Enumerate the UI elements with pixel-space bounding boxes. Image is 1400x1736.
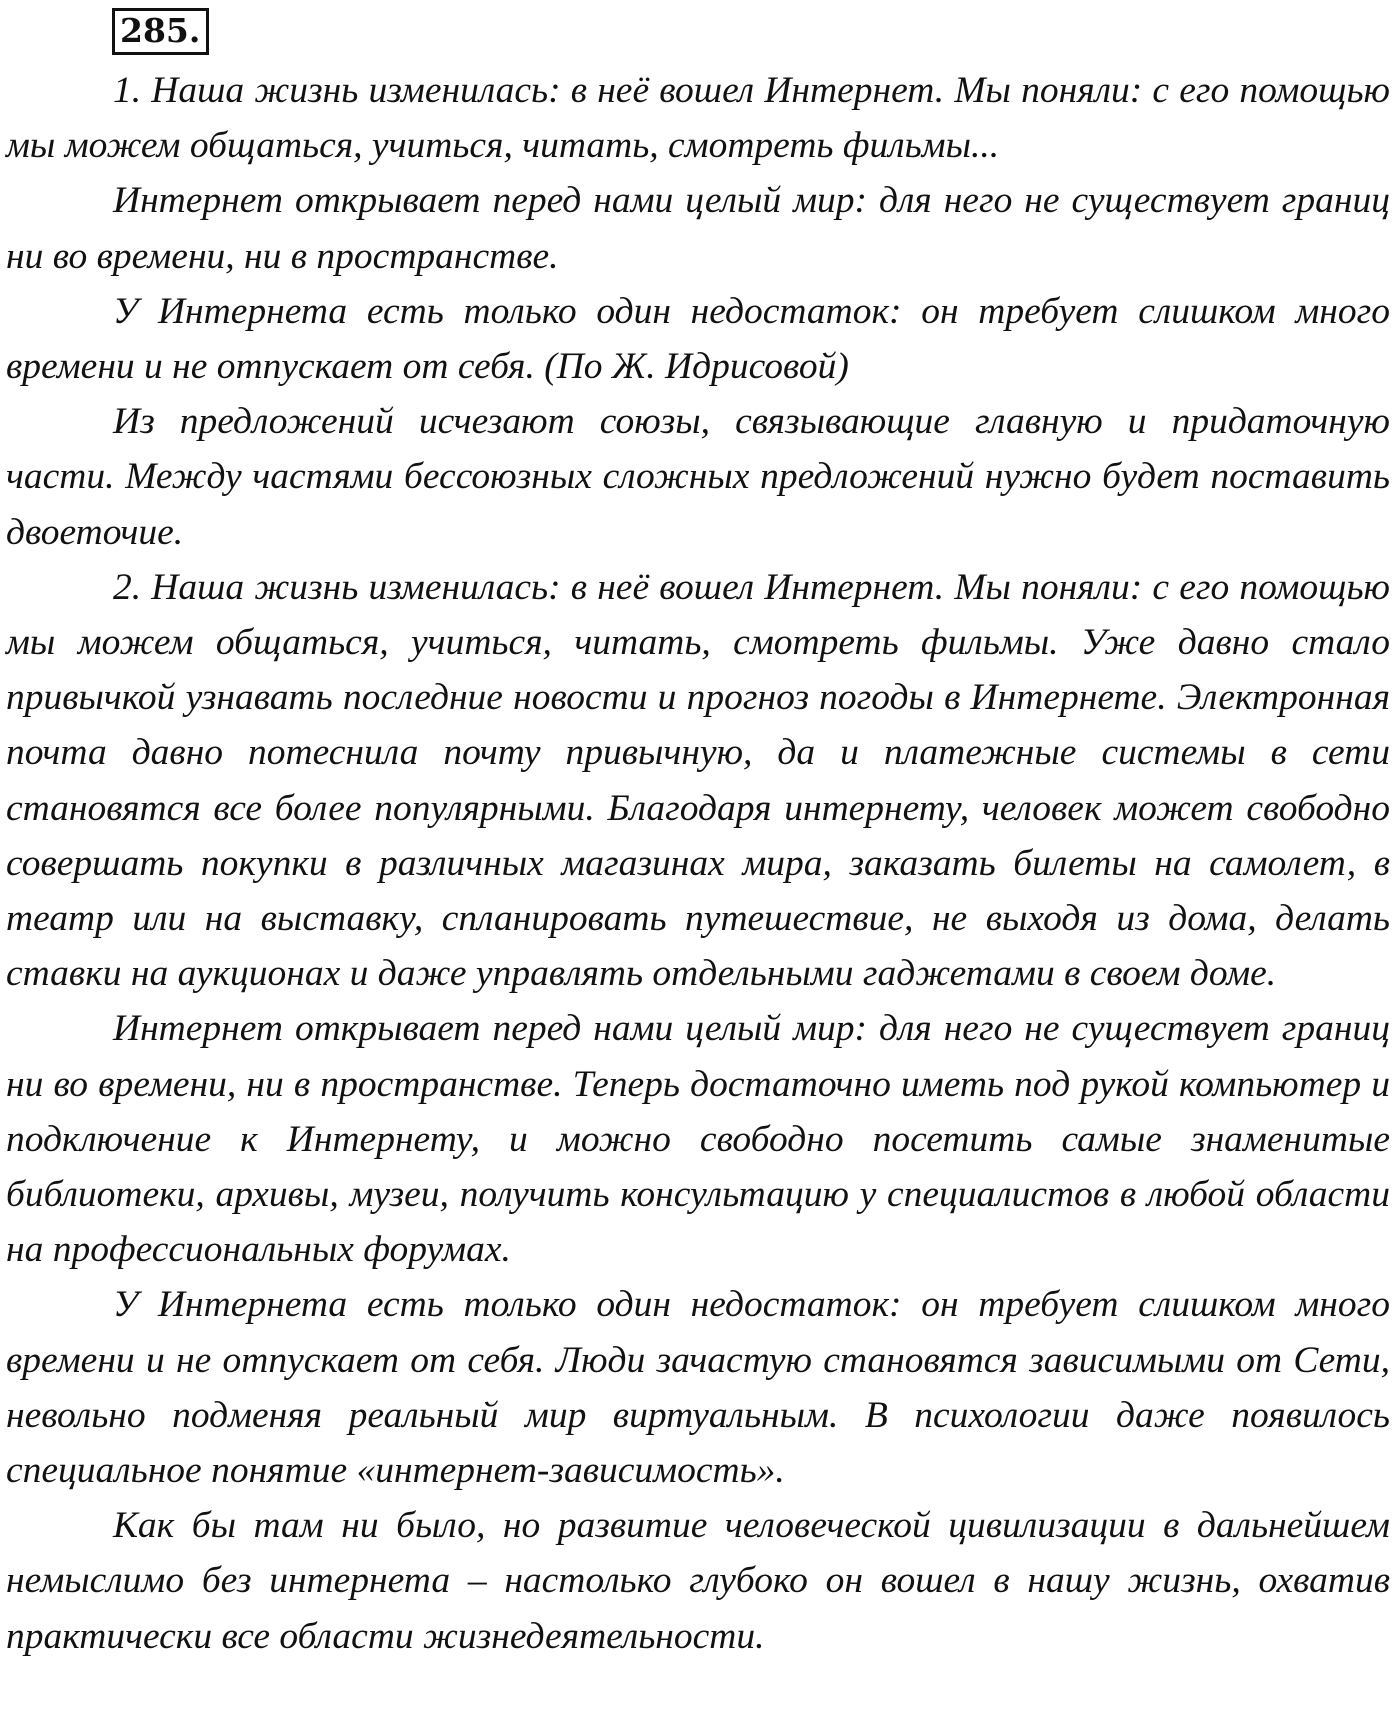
paragraph: 2. Наша жизнь изменилась: в неё вошел Интернет. Мы поняли: с его помощью мы можем общаться, учиться, читать, смотреть фильмы. Уже давно стало привычкой узнавать последние новости и прогноз погоды в Интернете. Электронная почта давно потеснила почту привычную, да и платежные системы в сети становятся все более популярными. Благодаря интернету, человек может свободно совершать покупки в различных магазинах мира, заказать билеты на самолет, в театр или на выставку, спланировать путешествие, не выходя из дома, делать ставки на аукционах и даже управлять отдельными гаджетами в своем доме. bbox=[6, 566, 1390, 995]
paragraph: Из предложений исчезают союзы, связывающие главную и придаточную части. Между частями бессоюзных сложных предложений нужно будет поставить двоеточие. bbox=[6, 401, 1390, 553]
paragraph: У Интернета есть только один недостаток: он требует слишком много времени и не отпускает от себя. Люди зачастую становятся зависимыми от Сети, невольно подменяя реальный мир виртуальным. В психологии даже появилось специальное понятие «интернет-зависимость». bbox=[6, 1284, 1390, 1492]
paragraph: 1. Наша жизнь изменилась: в неё вошел Интернет. Мы поняли: с его помощью мы можем общаться, учиться, читать, смотреть фильмы... bbox=[6, 70, 1390, 167]
exercise-text bbox=[6, 63, 1390, 1664]
exercise-number: 285. bbox=[112, 8, 209, 55]
paragraph: Интернет открывает перед нами целый мир: для него не существует границ ни во времени, ни в пространстве. Теперь достаточно иметь под рукой компьютер и подключение к Интернету, и можно свободно посетить самые знаменитые библиотеки, архивы, музеи, получить консультацию у специалистов в любой области на профессиональных форумах. bbox=[6, 1008, 1390, 1271]
paragraph: Интернет открывает перед нами целый мир: для него не существует границ ни во времени, ни в пространстве. bbox=[6, 180, 1390, 277]
paragraph: Как бы там ни было, но развитие человеческой цивилизации в дальнейшем немыслимо без интернета – настолько глубоко он вошел в нашу жизнь, охватив практически все области жизнедеятельности. bbox=[6, 1505, 1390, 1657]
paragraph: У Интернета есть только один недостаток: он требует слишком много времени и не отпускает от себя. (По Ж. Идрисовой) bbox=[6, 290, 1390, 388]
document-page bbox=[6, 8, 1390, 1664]
